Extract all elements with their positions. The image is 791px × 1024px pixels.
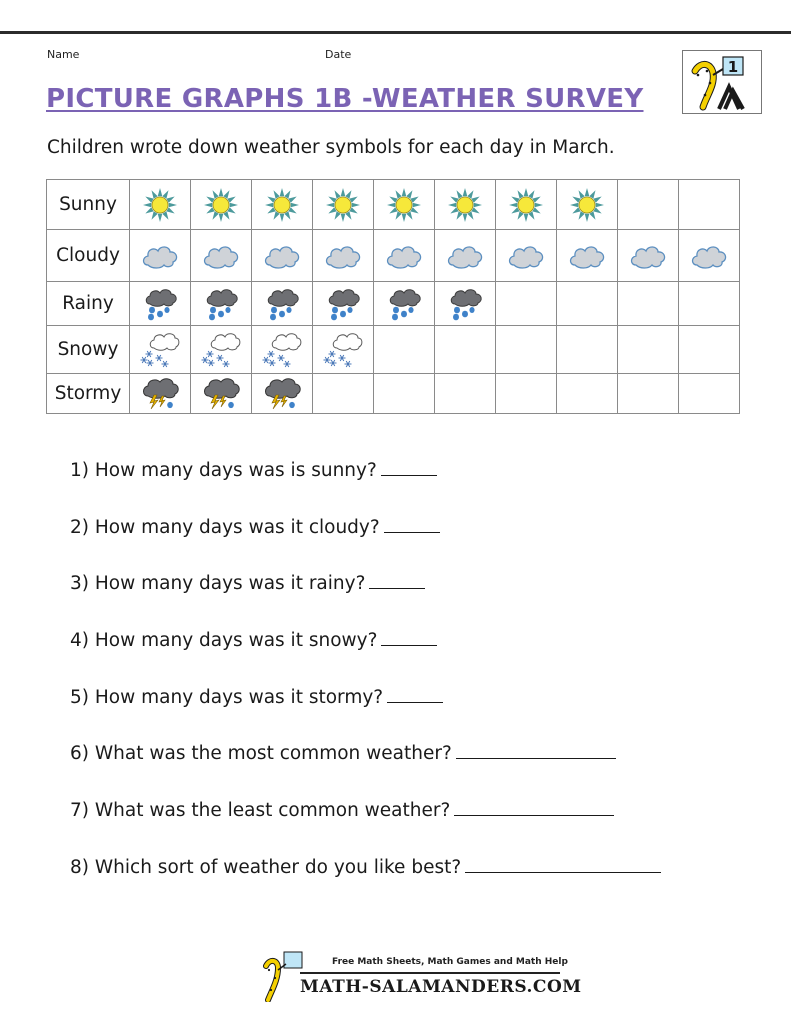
snow-cloud-icon (130, 326, 191, 374)
graph-row-label: Stormy (47, 374, 130, 414)
cloud-icon (496, 230, 557, 282)
storm-cloud-icon (252, 374, 313, 414)
question-text: 2) How many days was it cloudy? (70, 516, 380, 538)
sun-icon (191, 180, 252, 230)
answer-blank[interactable] (384, 514, 440, 533)
storm-cloud-icon (130, 374, 191, 414)
question-item (70, 684, 661, 741)
cloud-icon (679, 230, 740, 282)
empty-cell (374, 374, 435, 414)
answer-blank[interactable] (465, 854, 661, 873)
empty-cell (679, 326, 740, 374)
top-rule (0, 31, 791, 34)
empty-cell (618, 326, 679, 374)
graph-row-rainy (47, 282, 740, 326)
empty-cell (313, 374, 374, 414)
answer-blank[interactable] (381, 627, 437, 646)
salamander-logo (682, 50, 762, 114)
empty-cell (557, 374, 618, 414)
empty-cell (435, 374, 496, 414)
question-item (70, 570, 661, 627)
question-item (70, 457, 661, 514)
snow-cloud-icon (313, 326, 374, 374)
graph-row-cloudy (47, 230, 740, 282)
date-label: Date (325, 48, 352, 61)
cloud-icon (130, 230, 191, 282)
rain-cloud-icon (374, 282, 435, 326)
question-text: 6) What was the most common weather? (70, 743, 452, 765)
cloud-icon (313, 230, 374, 282)
question-item (70, 627, 661, 684)
sun-icon (435, 180, 496, 230)
empty-cell (618, 374, 679, 414)
snow-cloud-icon (252, 326, 313, 374)
question-text: 1) How many days was is sunny? (70, 460, 377, 481)
sun-icon (313, 180, 374, 230)
footer-site-link[interactable]: MATH-SALAMANDERS.COM (300, 977, 582, 997)
question-list (70, 457, 661, 911)
cloud-icon (557, 230, 618, 282)
sun-icon (130, 180, 191, 230)
cloud-icon (435, 230, 496, 282)
salamander-logo-icon (683, 51, 761, 113)
empty-cell (496, 374, 557, 414)
graph-row-label: Rainy (47, 282, 130, 326)
answer-blank[interactable] (381, 457, 437, 476)
question-text: 7) What was the least common weather? (70, 800, 451, 822)
answer-blank[interactable] (456, 740, 616, 759)
page-title: PICTURE GRAPHS 1B -WEATHER SURVEY (46, 84, 644, 114)
cloud-icon (374, 230, 435, 282)
snow-cloud-icon (191, 326, 252, 374)
graph-row-stormy (47, 374, 740, 414)
empty-cell (496, 282, 557, 326)
empty-cell (679, 180, 740, 230)
rain-cloud-icon (252, 282, 313, 326)
answer-blank[interactable] (387, 684, 443, 703)
question-text: 5) How many days was it stormy? (70, 686, 384, 708)
empty-cell (557, 326, 618, 374)
empty-cell (679, 374, 740, 414)
answer-blank[interactable] (454, 797, 614, 816)
rain-cloud-icon (435, 282, 496, 326)
logo-digit: 1 (727, 58, 739, 76)
sun-icon (557, 180, 618, 230)
rain-cloud-icon (130, 282, 191, 326)
footer-tagline: Free Math Sheets, Math Games and Math Help (332, 957, 568, 967)
question-item (70, 514, 661, 571)
sun-icon (496, 180, 557, 230)
cloud-icon (252, 230, 313, 282)
question-item (70, 740, 661, 797)
question-item (70, 854, 661, 911)
empty-cell (679, 282, 740, 326)
storm-cloud-icon (191, 374, 252, 414)
name-label: Name (47, 48, 80, 61)
rain-cloud-icon (191, 282, 252, 326)
cloud-icon (618, 230, 679, 282)
question-text: 4) How many days was it snowy? (70, 630, 378, 652)
empty-cell (557, 282, 618, 326)
empty-cell (435, 326, 496, 374)
question-text: 3) How many days was it rainy? (70, 573, 366, 595)
picture-graph (46, 179, 740, 414)
empty-cell (374, 326, 435, 374)
cloud-icon (191, 230, 252, 282)
question-text: 8) Which sort of weather do you like best? (70, 856, 462, 878)
rain-cloud-icon (313, 282, 374, 326)
graph-row-label: Cloudy (47, 230, 130, 282)
graph-row-sunny (47, 180, 740, 230)
empty-cell (496, 326, 557, 374)
question-item (70, 797, 661, 854)
intro-text: Children wrote down weather symbols for each day in March. (47, 137, 615, 158)
empty-cell (618, 282, 679, 326)
answer-blank[interactable] (369, 570, 425, 589)
graph-row-snowy (47, 326, 740, 374)
sun-icon (252, 180, 313, 230)
footer-rule (300, 972, 560, 974)
sun-icon (374, 180, 435, 230)
graph-row-label: Sunny (47, 180, 130, 230)
empty-cell (618, 180, 679, 230)
footer-salamander-icon (256, 950, 306, 1002)
graph-row-label: Snowy (47, 326, 130, 374)
